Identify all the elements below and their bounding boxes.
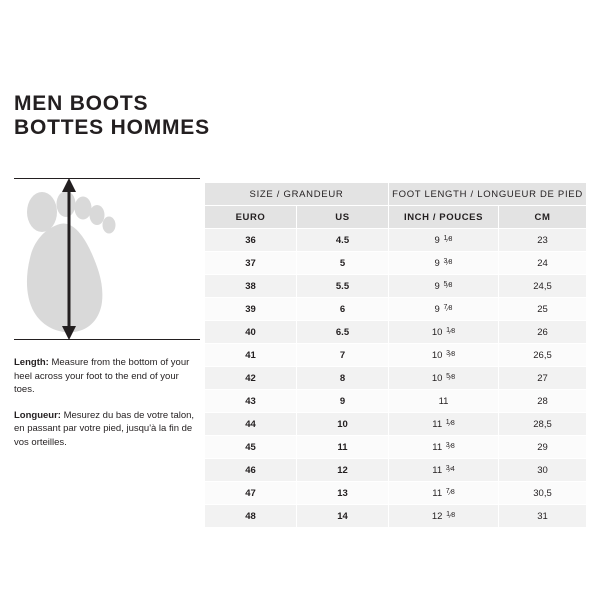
group-header-foot-length: FOOT LENGTH / LONGUEUR DE PIED — [389, 183, 587, 206]
table-header — [205, 183, 587, 229]
cell-us: 10 — [297, 413, 389, 436]
cell-inch: 11 $^1⁄_8$ — [389, 413, 499, 436]
table-column-header-row — [205, 206, 587, 229]
cell-cm: 26,5 — [499, 344, 587, 367]
table-row — [205, 252, 587, 275]
instruction-en-body: Measure from the bottom of your heel across your foot to the end of your toes. — [14, 357, 190, 395]
cell-inch: 10 $^3⁄_8$ — [389, 344, 499, 367]
instruction-en — [14, 356, 200, 397]
cell-cm: 24 — [499, 252, 587, 275]
cell-cm: 30,5 — [499, 482, 587, 505]
cell-inch: 11 $^7⁄_8$ — [389, 482, 499, 505]
cell-inch: 9 $^5⁄_8$ — [389, 275, 499, 298]
cell-euro: 42 — [205, 367, 297, 390]
cell-inch: 9 $^7⁄_8$ — [389, 298, 499, 321]
cell-cm: 30 — [499, 459, 587, 482]
double-arrow-vertical-icon — [58, 178, 80, 340]
column-header-inch: INCH / POUCES — [389, 206, 499, 229]
cell-cm: 29 — [499, 436, 587, 459]
title-en: MEN BOOTS — [14, 92, 149, 115]
table-row — [205, 275, 587, 298]
table-body — [205, 229, 587, 528]
instruction-en-label: Length: — [14, 357, 49, 368]
cell-euro: 47 — [205, 482, 297, 505]
cell-euro: 41 — [205, 344, 297, 367]
table-row — [205, 344, 587, 367]
cell-us: 4.5 — [297, 229, 389, 252]
table-row — [205, 459, 587, 482]
cell-inch: 11 $^3⁄_8$ — [389, 436, 499, 459]
cell-euro: 37 — [205, 252, 297, 275]
table-group-header-row — [205, 183, 587, 206]
size-table-container — [204, 182, 586, 528]
cell-euro: 36 — [205, 229, 297, 252]
column-header-cm: CM — [499, 206, 587, 229]
instruction-fr — [14, 409, 200, 450]
cell-inch: 10 $^1⁄_8$ — [389, 321, 499, 344]
cell-us: 7 — [297, 344, 389, 367]
cell-cm: 28,5 — [499, 413, 587, 436]
cell-us: 13 — [297, 482, 389, 505]
foot-illustration — [14, 178, 200, 340]
table-row — [205, 367, 587, 390]
cell-us: 6 — [297, 298, 389, 321]
column-header-us: US — [297, 206, 389, 229]
cell-euro: 40 — [205, 321, 297, 344]
cell-inch: 9 $^3⁄_8$ — [389, 252, 499, 275]
cell-cm: 28 — [499, 390, 587, 413]
cell-inch: 12 $^1⁄_8$ — [389, 505, 499, 528]
table-row — [205, 390, 587, 413]
instruction-fr-label: Longueur: — [14, 409, 61, 421]
cell-us: 9 — [297, 390, 389, 413]
cell-us: 11 — [297, 436, 389, 459]
cell-cm: 23 — [499, 229, 587, 252]
cell-us: 14 — [297, 505, 389, 528]
table-row — [205, 298, 587, 321]
size-table — [204, 182, 587, 528]
column-header-euro: EURO — [205, 206, 297, 229]
cell-cm: 25 — [499, 298, 587, 321]
cell-cm: 26 — [499, 321, 587, 344]
cell-cm: 31 — [499, 505, 587, 528]
cell-us: 12 — [297, 459, 389, 482]
page-title — [14, 92, 414, 140]
cell-inch: 11 $^3⁄_4$ — [389, 459, 499, 482]
table-row — [205, 321, 587, 344]
cell-euro: 45 — [205, 436, 297, 459]
cell-euro: 39 — [205, 298, 297, 321]
cell-euro: 44 — [205, 413, 297, 436]
cell-inch: 10 $^5⁄_8$ — [389, 367, 499, 390]
cell-euro: 48 — [205, 505, 297, 528]
measurement-guide — [14, 178, 200, 461]
divider-bottom — [14, 339, 200, 340]
title-fr: BOTTES HOMMES — [14, 116, 210, 139]
cell-us: 6.5 — [297, 321, 389, 344]
table-row — [205, 482, 587, 505]
instruction-fr-body: Mesurez du bas de votre talon, en passant par votre pied, jusqu'à la fin de vos orteilles. — [14, 409, 195, 448]
table-row — [205, 436, 587, 459]
cell-us: 5 — [297, 252, 389, 275]
cell-inch: 11 — [389, 390, 499, 413]
cell-euro: 38 — [205, 275, 297, 298]
table-row — [205, 505, 587, 528]
group-header-size: SIZE / GRANDEUR — [205, 183, 389, 206]
divider-top — [14, 178, 200, 179]
cell-euro: 43 — [205, 390, 297, 413]
cell-euro: 46 — [205, 459, 297, 482]
cell-cm: 27 — [499, 367, 587, 390]
table-row — [205, 229, 587, 252]
table-row — [205, 413, 587, 436]
cell-us: 8 — [297, 367, 389, 390]
instructions-text — [14, 356, 200, 449]
cell-cm: 24,5 — [499, 275, 587, 298]
cell-us: 5.5 — [297, 275, 389, 298]
cell-inch: 9 $^1⁄_8$ — [389, 229, 499, 252]
